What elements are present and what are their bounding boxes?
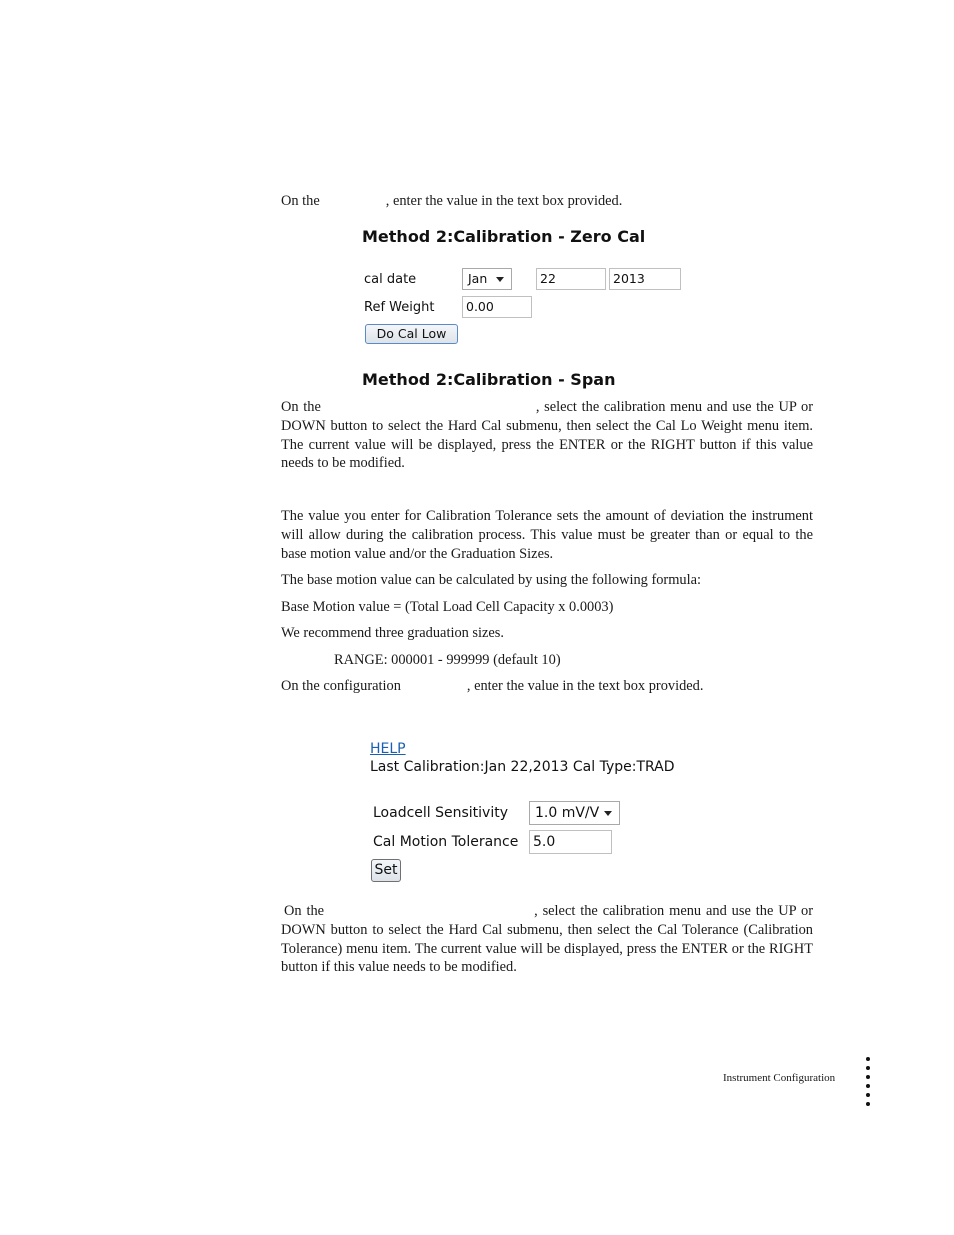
cal-motion-tolerance-label: Cal Motion Tolerance	[373, 834, 519, 850]
footer-dot	[866, 1084, 870, 1088]
do-cal-low-button[interactable]: Do Cal Low	[365, 324, 458, 344]
intro-text-end: , enter the value in the text box provided.	[385, 193, 623, 209]
last-calibration-text: Last Calibration:Jan 22,2013 Cal Type:TRAD	[370, 759, 675, 775]
base-motion-formula: Base Motion value = (Total Load Cell Capacity x 0.0003)	[281, 599, 614, 615]
configuration-instructions-end: , enter the value in the text box provided.	[466, 678, 704, 694]
intro-text	[281, 192, 622, 210]
ref-weight-label: Ref Weight	[364, 300, 435, 315]
tolerance-description: The value you enter for Calibration Tolerance sets the amount of deviation the instrument will allow during the calibration process. This value must be greater than or equal to the base motion value and/or the Graduation Sizes.	[281, 508, 813, 562]
day-input[interactable]: 22	[536, 268, 606, 290]
chevron-down-icon	[496, 277, 504, 282]
tolerance-instructions	[281, 902, 813, 977]
footer-dot	[866, 1102, 870, 1106]
tolerance-instructions-end: , select the calibration menu and use the UP or DOWN button to select the Hard Cal submenu, then select the Cal Tolerance (Calibration Tolerance) menu item. The current value will be displayed, press the ENTER or the RIGHT button if this value needs to be modified.	[281, 903, 813, 976]
footer-dot	[866, 1057, 870, 1061]
tolerance-instructions-start: On the	[284, 903, 325, 919]
span-instructions-start: On the	[281, 399, 321, 415]
footer-dot	[866, 1075, 870, 1079]
graduation-recommendation: We recommend three graduation sizes.	[281, 625, 505, 641]
month-select[interactable]	[462, 268, 512, 290]
chevron-down-icon	[604, 811, 612, 816]
zero-cal-heading: Method 2:Calibration - Zero Cal	[362, 227, 646, 246]
footer-dot	[866, 1066, 870, 1070]
cal-motion-tolerance-input[interactable]: 5.0	[529, 830, 612, 854]
intro-text-start: On the	[281, 193, 320, 209]
range-text: RANGE: 000001 - 999999 (default 10)	[334, 652, 561, 668]
loadcell-sensitivity-value: 1.0 mV/V	[535, 805, 600, 821]
loadcell-sensitivity-select[interactable]	[529, 801, 620, 825]
year-input[interactable]: 2013	[609, 268, 681, 290]
configuration-instructions	[281, 677, 703, 695]
configuration-instructions-start: On the configuration	[281, 678, 401, 694]
footer-dot	[866, 1093, 870, 1097]
base-motion-intro: The base motion value can be calculated by using the following formula:	[281, 572, 701, 588]
loadcell-sensitivity-label: Loadcell Sensitivity	[373, 805, 509, 821]
help-link[interactable]: HELP	[370, 741, 406, 757]
span-instructions-end: , select the calibration menu and use the UP or DOWN button to select the Hard Cal submenu, then select the Cal Lo Weight menu item. The current value will be displayed, press the ENTER or the RIGHT button if this value needs to be modified.	[281, 399, 813, 472]
ref-weight-input[interactable]: 0.00	[462, 296, 532, 318]
span-heading: Method 2:Calibration - Span	[362, 370, 616, 389]
footer-title: Instrument Configuration	[723, 1072, 836, 1084]
set-button[interactable]: Set	[371, 859, 401, 882]
cal-date-label: cal date	[364, 272, 417, 287]
span-instructions	[281, 398, 813, 473]
month-value: Jan	[468, 271, 488, 286]
